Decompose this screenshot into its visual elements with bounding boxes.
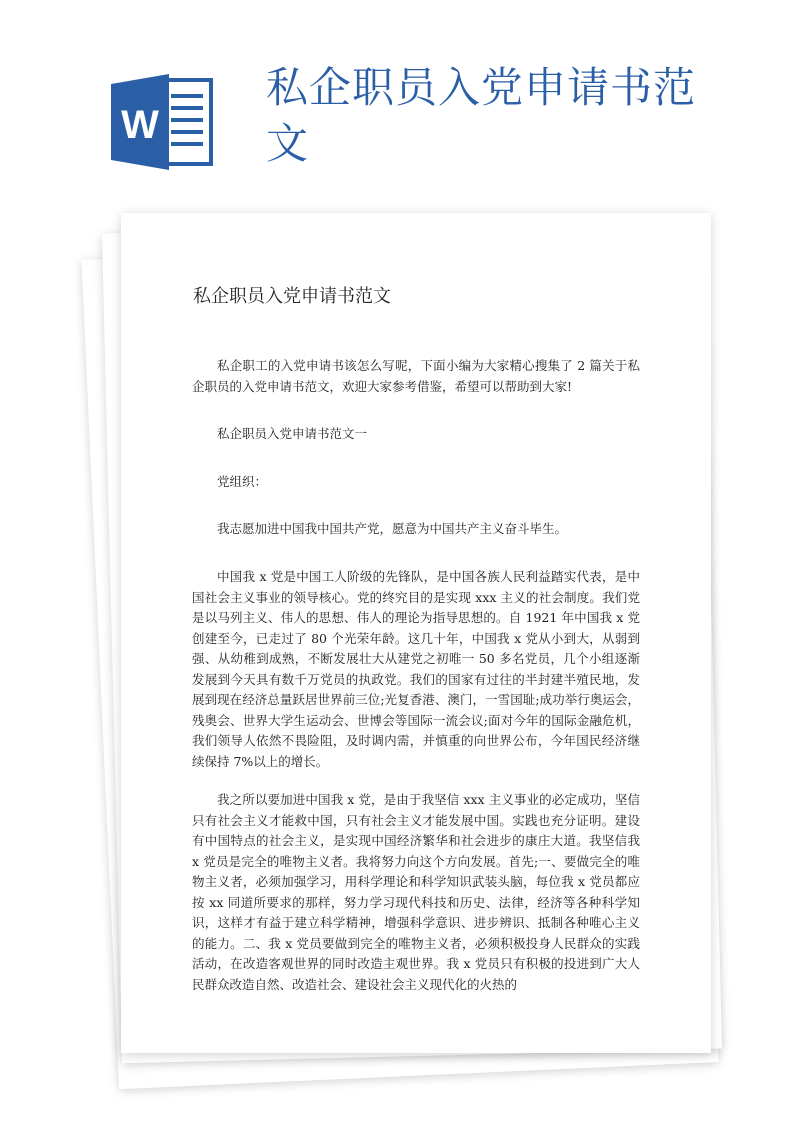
body-paragraph-1: 中国我 x 党是中国工人阶级的先锋队，是中国各族人民利益踏实代表，是中国社会主义事业的领导核心。党的终究目的是实现 xxx 主义的社会制度。我们党是以马列主义、伟人的思想、伟人的理论为指导思想的。自 1921 年中国我 x 党创建至今，已走过了 80 个光荣年龄。这几十年，中国我 x 党从小到大，从弱到强、从幼稚到成熟，不断发展壮大从建党之初唯一 50 多名党员，几个小组逐渐发展到今天具有数千万党员的执政党。我们的国家有过往的半封建半殖民地，发展到现在经济总量跃居世界前三位;光复香港、澳门，一雪国耻;成功举行奥运会，残奥会、世界大学生运动会、世博会等国际一流会议;面对今年的国际金融危机，我们领导人依然不畏险阻，及时调内需，并慎重的向世界公布，今年国民经济继续保持 7%以上的增长。: [192, 569, 640, 769]
salutation: 党组织：: [217, 474, 268, 489]
pledge-paragraph: 我志愿加进中国我中国共产党，愿意为中国共产主义奋斗毕生。: [217, 521, 568, 536]
body-paragraph-2: 我之所以要加进中国我 x 党，是由于我坚信 xxx 主义事业的必定成功，坚信只有社会主义才能救中国，只有社会主义才能发展中国。实践也充分证明。建设有中国特点的社会主义，是实现中国经济繁华和社会进步的康庄大道。我坚信我 x 党员是完全的唯物主义者。我将努力向这个方向发展。首先;一、要做完全的唯物主义者，必须加强学习，用科学理论和科学知识武装头脑，每位我 x 党员都应按 xx 同道所要求的那样，努力学习现代科技和历史、法律，经济等各种科学知识，这样才有益于建立科学精神，增强科学意识、进步辨识、抵制各种唯心主义的能力。二、我 x 党员要做到完全的唯物主义者，必须积极投身人民群众的实践活动，在改造客观世界的同时改造主观世界。我 x 党员只有积极的投进到广大人民群众改造自然、改造社会、建设社会主义现代化的火热的: [192, 792, 640, 992]
page-title: 私企职员入党申请书范文: [266, 63, 697, 168]
word-icon-letter: W: [121, 103, 159, 147]
word-document-icon: [111, 72, 215, 172]
document-title: 私企职员入党申请书范文: [193, 286, 391, 307]
intro-paragraph: 私企职工的入党申请书该怎么写呢，下面小编为大家精心搜集了 2 篇关于私企职员的入党申请书范文，欢迎大家参考借鉴，希望可以帮助到大家!: [192, 358, 640, 394]
section-heading: 私企职员入党申请书范文一: [217, 426, 368, 441]
